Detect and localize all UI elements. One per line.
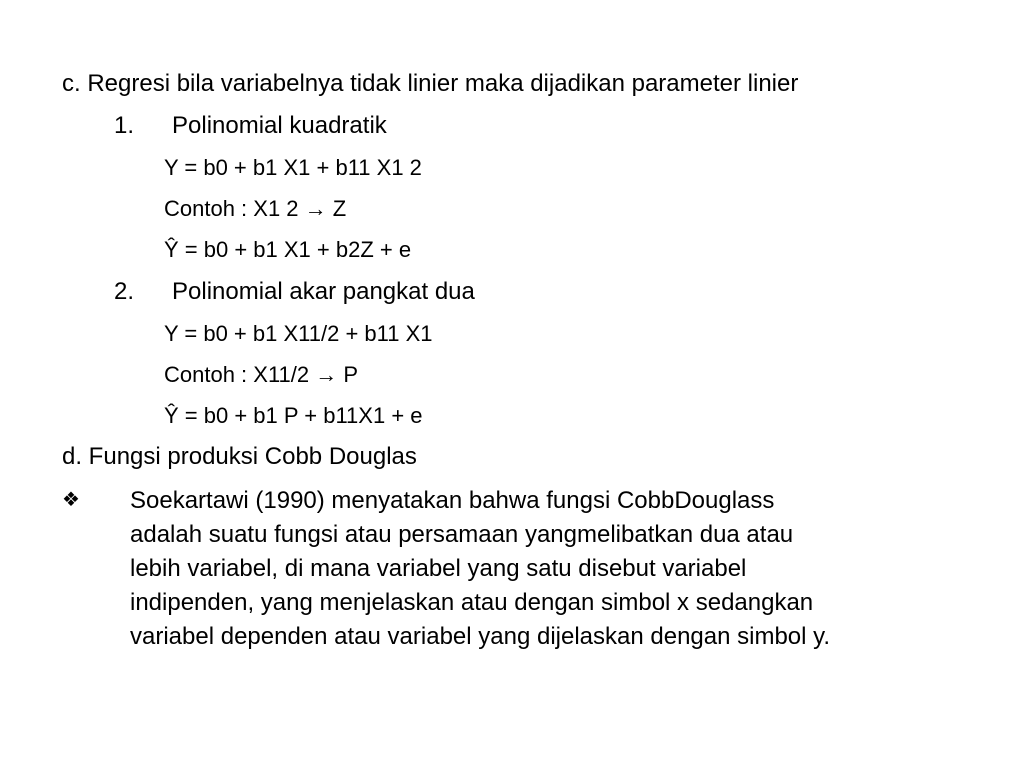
paragraph-line: indipenden, yang menjelaskan atau dengan simbol x sedangkan (130, 589, 814, 616)
paragraph-line: Soekartawi (1990) menyatakan bahwa fungsi CobbDouglass (130, 487, 775, 514)
paragraph-line: variabel dependen atau variabel yang dijelaskan dengan simbol y. (130, 623, 831, 650)
item-1-equation: Y = b0 + b1 X1 + b11 X1 2 (164, 155, 422, 180)
item-2-example: Contoh : X11/2 → P (164, 362, 359, 387)
item-2-estimate: Ŷ = b0 + b1 P + b11X1 + e (164, 403, 423, 428)
diamond-bullet-icon: ❖ (62, 489, 80, 511)
item-1-example: Contoh : X1 2 → Z (164, 196, 347, 221)
item-1-title: Polinomial kuadratik (172, 112, 387, 139)
item-1-estimate: Ŷ = b0 + b1 X1 + b2Z + e (164, 237, 412, 262)
item-2-title: Polinomial akar pangkat dua (172, 278, 475, 305)
item-1-number: 1. (114, 112, 135, 139)
item-2-number: 2. (114, 278, 135, 305)
item-2-equation: Y = b0 + b1 X11/2 + b11 X1 (164, 321, 433, 346)
bullet-paragraph (130, 484, 990, 654)
section-c-heading: c. Regresi bila variabelnya tidak linier maka dijadikan parameter linier (62, 70, 799, 97)
paragraph-line: adalah suatu fungsi atau persamaan yangmelibatkan dua atau (130, 521, 794, 548)
paragraph-line: lebih variabel, di mana variabel yang satu disebut variabel (130, 555, 747, 582)
section-d-heading: d. Fungsi produksi Cobb Douglas (62, 443, 417, 470)
